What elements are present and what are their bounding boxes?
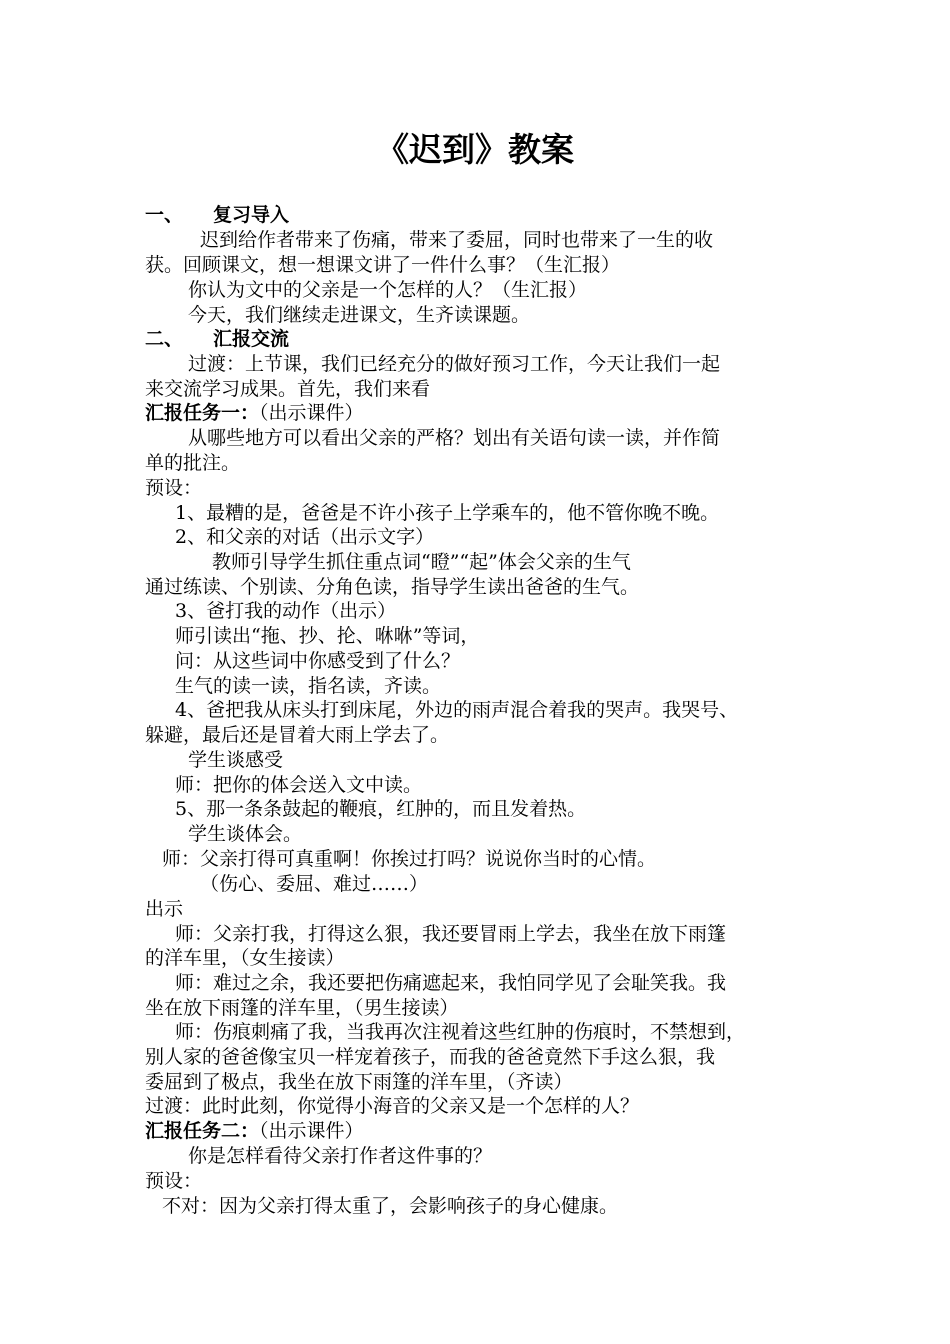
text-line: 3、爸打我的动作（出示）: [175, 600, 397, 622]
section-title: 汇报交流: [213, 328, 290, 350]
text-line: 师引读出“拖、抄、抡、咻咻”等词，: [175, 625, 480, 647]
text-line: 教师引导学生抓住重点词“瞪”“起”体会父亲的生气: [212, 551, 631, 573]
text-line: 通过练读、个别读、分角色读，指导学生读出爸爸的生气。: [145, 576, 640, 598]
section-number: 一、: [145, 204, 184, 226]
text-line: 别人家的爸爸像宝贝一样宠着孩子，而我的爸爸竟然下手这么狠，我: [145, 1046, 716, 1068]
text-line: 的洋车里，（女生接读）: [145, 947, 345, 969]
text-line: 师：伤痕刺痛了我，当我再次注视着这些红肿的伤痕时，不禁想到，: [175, 1021, 746, 1043]
task-note: （出示课件）: [259, 1120, 364, 1142]
text-line: 获。回顾课文，想一想课文讲了一件什么事？（生汇报）: [145, 254, 621, 276]
task-label: 汇报任务一：: [145, 402, 260, 424]
section-heading: [145, 203, 289, 227]
task-label: 汇报任务二：: [145, 1120, 260, 1142]
text-line: 预设：: [145, 1170, 203, 1192]
text-line: 师：把你的体会送入文中读。: [175, 774, 423, 796]
section-heading: [145, 327, 289, 351]
text-line: 2、和父亲的对话（出示文字）: [175, 526, 435, 548]
text-line: 单的批注。: [145, 452, 241, 474]
task-note: （出示课件）: [259, 402, 364, 424]
task-heading: [145, 1119, 364, 1143]
task-heading: [145, 401, 364, 425]
text-line: 生气的读一读，指名读，齐读。: [175, 675, 442, 697]
text-line: 过渡：上节课，我们已经充分的做好预习工作，今天让我们一起: [188, 353, 721, 375]
text-line: 今天，我们继续走进课文，生齐读课题。: [188, 304, 531, 326]
text-line: 你是怎样看待父亲打作者这件事的？: [188, 1145, 493, 1167]
text-line: 不对：因为父亲打得太重了，会影响孩子的身心健康。: [162, 1195, 619, 1217]
text-line: 学生谈体会。: [188, 823, 303, 845]
text-line: 委屈到了极点，我坐在放下雨篷的洋车里，（齐读）: [145, 1071, 573, 1093]
text-line: 师：难过之余，我还要把伤痛遮起来，我怕同学见了会耻笑我。我: [175, 972, 727, 994]
text-line: （伤心、委屈、难过……）: [200, 873, 429, 895]
text-line: 从哪些地方可以看出父亲的严格？划出有关语句读一读，并作简: [188, 427, 721, 449]
text-line: 预设：: [145, 477, 203, 499]
text-line: 4、爸把我从床头打到床尾，外边的雨声混合着我的哭声。我哭号、: [175, 699, 739, 721]
document-title: 《迟到》教案: [376, 130, 574, 169]
section-number: 二、: [145, 328, 184, 350]
text-line: 师：父亲打得可真重啊！你挨过打吗？说说你当时的心情。: [162, 848, 657, 870]
text-line: 来交流学习成果。首先，我们来看: [145, 378, 431, 400]
text-line: 躲避，最后还是冒着大雨上学去了。: [145, 724, 450, 746]
text-line: 问：从这些词中你感受到了什么？: [175, 650, 461, 672]
text-line: 1、最糟的是，爸爸是不许小孩子上学乘车的，他不管你晚不晚。: [175, 502, 720, 524]
text-line: 学生谈感受: [188, 749, 284, 771]
text-line: 坐在放下雨篷的洋车里，（男生接读）: [145, 997, 459, 1019]
text-line: 5、那一条条鼓起的鞭痕，红肿的，而且发着热。: [175, 798, 587, 820]
text-line: 你认为文中的父亲是一个怎样的人？（生汇报）: [188, 279, 588, 301]
text-line: 出示: [145, 898, 184, 920]
text-line: 过渡：此时此刻，你觉得小海音的父亲又是一个怎样的人？: [145, 1095, 640, 1117]
text-line: 迟到给作者带来了伤痛，带来了委屈，同时也带来了一生的收: [200, 229, 714, 251]
section-title: 复习导入: [213, 204, 290, 226]
text-line: 师：父亲打我，打得这么狠，我还要冒雨上学去，我坐在放下雨篷: [175, 923, 727, 945]
